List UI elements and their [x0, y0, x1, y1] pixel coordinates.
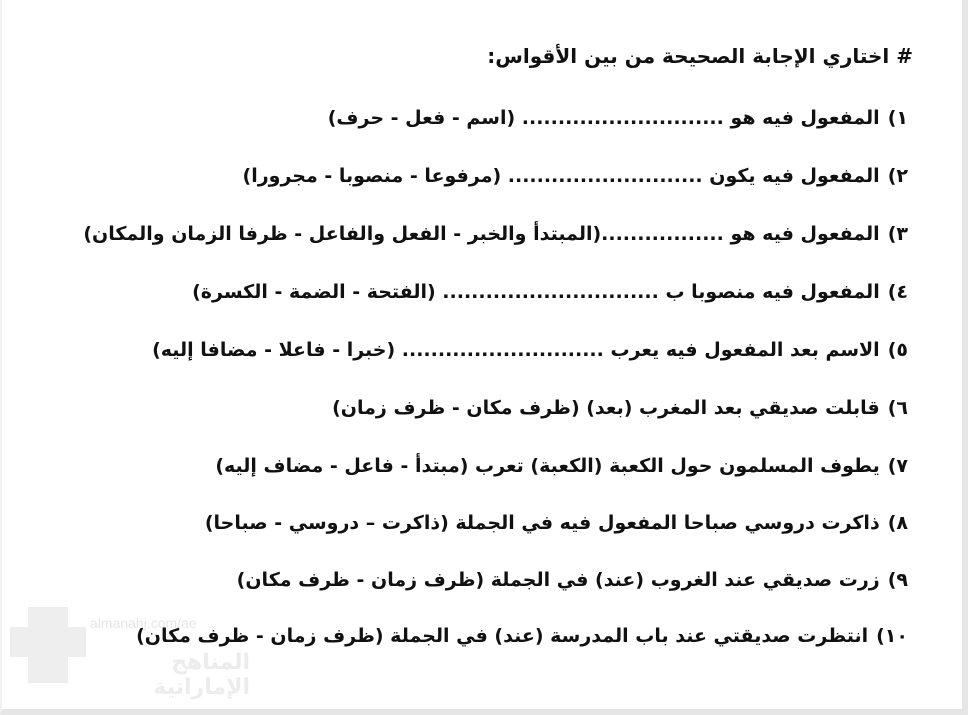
- question-number: ١٠): [876, 625, 908, 647]
- question-number: ٥): [887, 339, 908, 361]
- question-text: الاسم بعد المفعول فيه يعرب ............................ (خبرا - فاعلا - مضافا إليه): [152, 339, 880, 361]
- question-number: ٢): [887, 165, 908, 187]
- question-text: انتظرت صديقتي عند باب المدرسة (عند) في الجملة (ظرف زمان - ظرف مكان): [136, 625, 869, 647]
- question-7: [215, 454, 908, 478]
- question-8: [205, 511, 908, 535]
- watermark-url: almanahj.com/ae: [90, 615, 197, 631]
- watermark: [10, 605, 250, 700]
- question-10: [136, 624, 908, 648]
- question-number: ٧): [887, 455, 908, 477]
- question-2: [243, 164, 908, 188]
- question-number: ٨): [887, 512, 908, 534]
- question-number: ١): [887, 107, 908, 129]
- question-text: يطوف المسلمون حول الكعبة (الكعبة) تعرب (مبتدأ - فاعل - مضاف إليه): [215, 455, 880, 477]
- question-5: [152, 338, 908, 362]
- question-number: ٤): [887, 281, 908, 303]
- question-9: [237, 568, 908, 592]
- question-4: [192, 280, 908, 304]
- question-1: [328, 106, 908, 130]
- question-text: المفعول فيه هو ............................ (اسم - فعل - حرف): [327, 107, 880, 129]
- question-text: المفعول فيه منصوبا ب .............................. (الفتحة - الضمة - الكسرة): [192, 281, 880, 303]
- question-6: [332, 396, 908, 420]
- instructions-heading: # اختاري الإجابة الصحيحة من بين الأقواس:: [487, 44, 913, 68]
- watermark-logo-bar: [10, 627, 86, 657]
- question-text: ذاكرت دروسي صباحا المفعول فيه في الجملة (ذاكرت – دروسي - صباحا): [204, 512, 880, 534]
- question-text: المفعول فيه يكون ........................... (مرفوعا - منصوبا - مجرورا): [242, 165, 880, 187]
- question-3: [83, 222, 908, 246]
- question-number: ٩): [887, 569, 908, 591]
- question-number: ٣): [887, 223, 908, 245]
- watermark-label: المناهج الإماراتية: [153, 650, 250, 700]
- question-text: زرت صديقي عند الغروب (عند) في الجملة (ظرف زمان - ظرف مكان): [236, 569, 880, 591]
- question-text: قابلت صديقي بعد المغرب (بعد) (ظرف مكان - ظرف زمان): [332, 397, 880, 419]
- question-number: ٦): [887, 397, 908, 419]
- question-text: المفعول فيه هو .................(المبتدأ والخبر - الفعل والفاعل - ظرفا الزمان والمكان): [83, 223, 880, 245]
